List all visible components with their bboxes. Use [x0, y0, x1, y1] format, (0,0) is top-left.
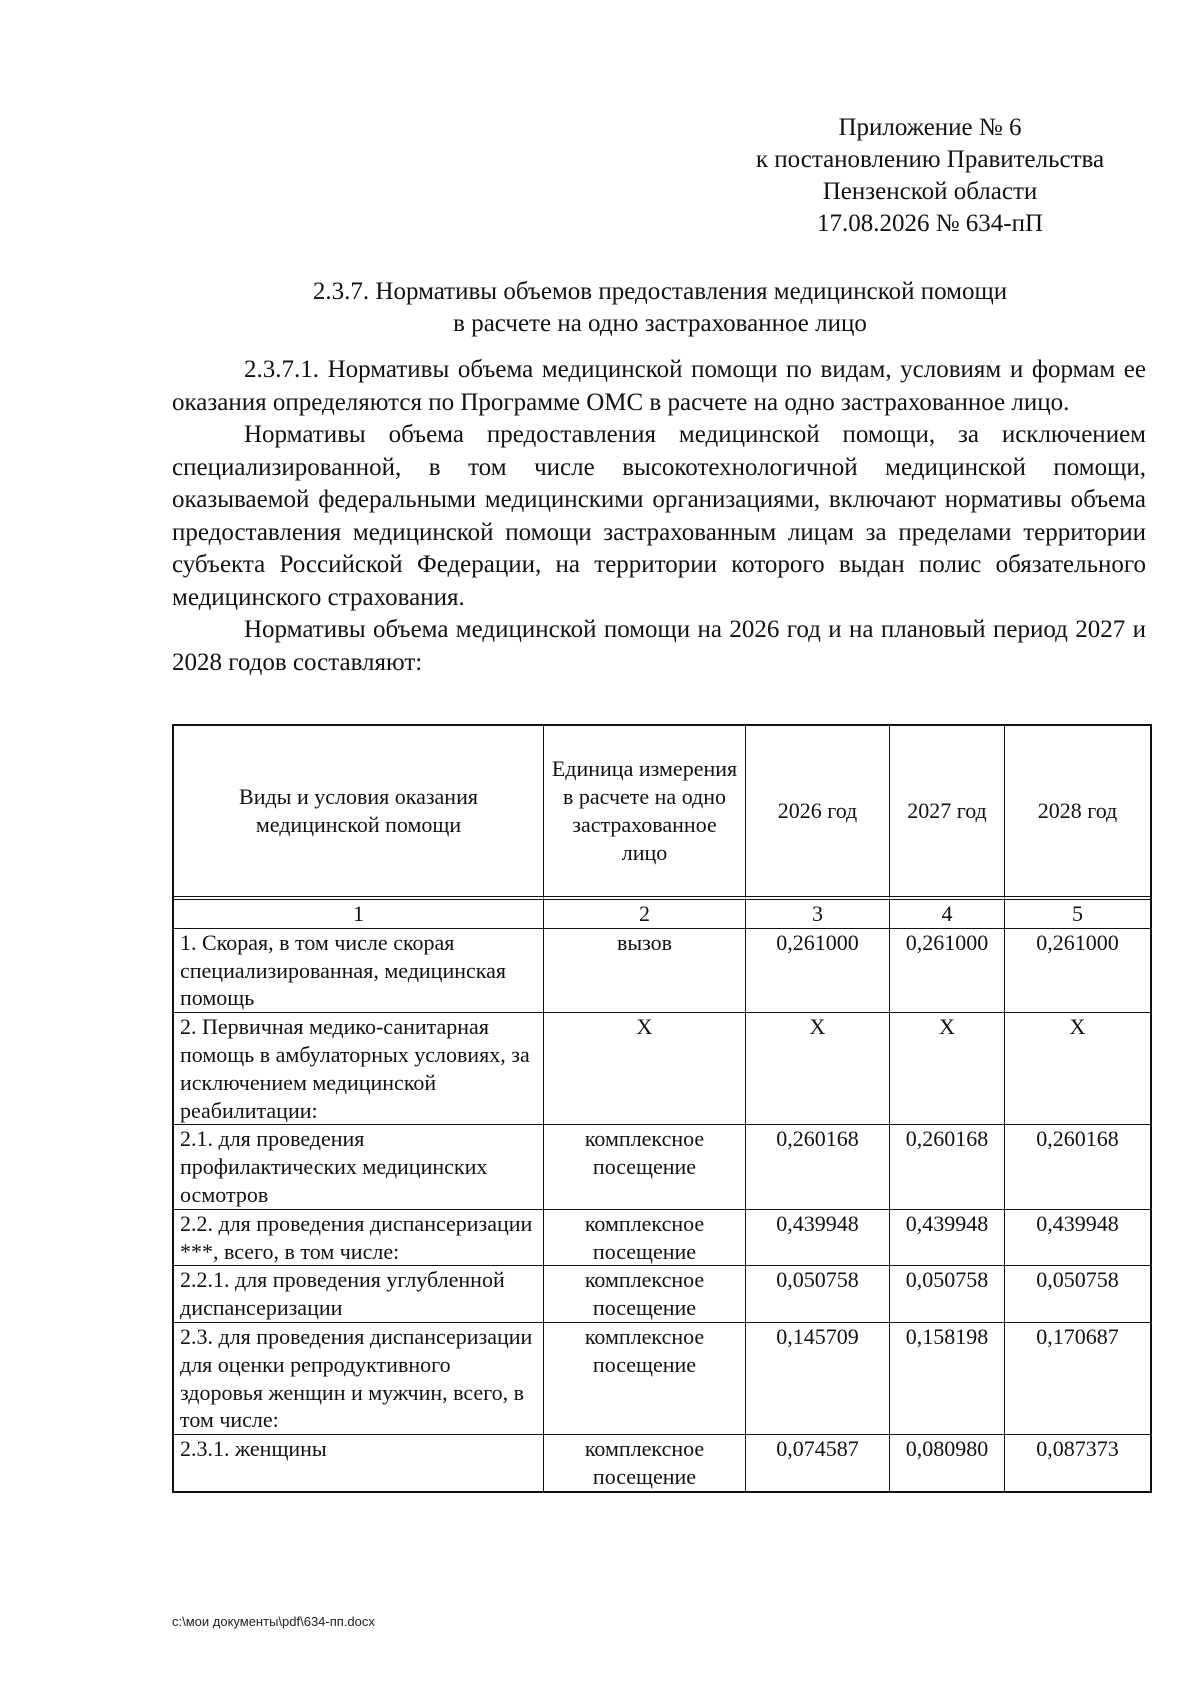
value-cell: 0,261000	[890, 929, 1005, 1013]
appendix-region: Пензенской области	[822, 178, 1038, 205]
row-label-cell: 2.3.1. женщины	[174, 1435, 544, 1491]
table-row	[174, 1435, 1150, 1491]
header-cell: 2026 год	[746, 726, 890, 900]
unit-cell: комплексное посещение	[544, 1210, 746, 1267]
value-cell: 0,261000	[1005, 929, 1150, 1013]
value-cell: 0,260168	[890, 1125, 1005, 1209]
paragraph: Нормативы объема предоставления медицинской помощи, за исключением специализированной, в том числе высокотехнологичной медицинской помощи, оказываемой федеральными медицинскими организациями, включают нормативы объема предоставления медицинской помощи застрахованным лицам за пределами территории субъекта Российской Федерации, на территории которого выдан полис обязательного медицинского страхования.	[172, 421, 1146, 611]
value-cell: 0,170687	[1005, 1323, 1150, 1435]
row-label-cell: 2.3. для проведения диспансеризации для оценки репродуктивного здоровья женщин и мужчин, всего, в том числе:	[174, 1323, 544, 1435]
paragraph: 2.3.7.1. Нормативы объема медицинской помощи по видам, условиям и формам ее оказания определяются по Программе ОМС в расчете на одно застрахованное лицо.	[172, 356, 1146, 416]
table-row	[174, 1323, 1150, 1435]
section-heading-line1: 2.3.7. Нормативы объемов предоставления медицинской помощи	[312, 278, 1008, 305]
table-header-row	[174, 726, 1150, 900]
value-cell: 0,145709	[746, 1323, 890, 1435]
value-cell: Х	[1005, 1013, 1150, 1125]
value-cell: Х	[890, 1013, 1005, 1125]
value-cell: 0,050758	[1005, 1266, 1150, 1323]
header-cell: 2027 год	[890, 726, 1005, 900]
value-cell: 0,260168	[746, 1125, 890, 1209]
section-heading-line2: в расчете на одно застрахованное лицо	[453, 310, 867, 337]
column-number-cell: 1	[174, 900, 544, 929]
column-number-row	[174, 900, 1150, 929]
table-row	[174, 1013, 1150, 1125]
value-cell: 0,260168	[1005, 1125, 1150, 1209]
column-number-cell: 4	[890, 900, 1005, 929]
row-label-cell: 2.2. для проведения диспансеризации ***, всего, в том числе:	[174, 1210, 544, 1267]
row-label-cell: 2. Первичная медико-санитарная помощь в амбулаторных условиях, за исключением медицинской реабилитации:	[174, 1013, 544, 1125]
value-cell: 0,074587	[746, 1435, 890, 1491]
value-cell: 0,261000	[746, 929, 890, 1013]
value-cell: 0,439948	[890, 1210, 1005, 1267]
column-number-cell: 2	[544, 900, 746, 929]
norms-table	[172, 724, 1152, 1493]
paragraph: Нормативы объема медицинской помощи на 2026 год и на плановый период 2027 и 2028 годов составляют:	[172, 616, 1146, 676]
row-label-cell: 2.1. для проведения профилактических медицинских осмотров	[174, 1125, 544, 1209]
file-path-footer: c:\мои документы\pdf\634-пп.docx	[172, 1614, 375, 1629]
value-cell: 0,080980	[890, 1435, 1005, 1491]
value-cell: 0,439948	[746, 1210, 890, 1267]
row-label-cell: 1. Скорая, в том числе скорая специализированная, медицинская помощь	[174, 929, 544, 1013]
appendix-date-number: 17.08.2026 № 634-пП	[816, 210, 1044, 237]
column-number-cell: 3	[746, 900, 890, 929]
column-number-cell: 5	[1005, 900, 1150, 929]
unit-cell: комплексное посещение	[544, 1266, 746, 1323]
unit-cell: вызов	[544, 929, 746, 1013]
value-cell: 0,087373	[1036, 1436, 1119, 1462]
table-row	[174, 1125, 1150, 1209]
unit-cell: комплексное посещение	[544, 1435, 746, 1491]
row-label-cell: 2.2.1. для проведения углубленной диспансеризации	[174, 1266, 544, 1323]
value-cell: Х	[746, 1013, 890, 1125]
header-cell: Единица измерения в расчете на одно застрахованное лицо	[544, 726, 746, 900]
value-cell: 0,158198	[890, 1323, 1005, 1435]
table-row	[174, 1266, 1150, 1323]
header-cell: Виды и условия оказания медицинской помощи	[174, 726, 544, 900]
table-row	[174, 1210, 1150, 1267]
appendix-title: Приложение № 6	[838, 114, 1022, 141]
body-text	[172, 354, 1146, 679]
section-heading	[160, 276, 1160, 340]
header-cell: 2028 год	[1005, 726, 1150, 900]
value-cell: 0,050758	[746, 1266, 890, 1323]
appendix-block	[720, 112, 1140, 240]
value-cell: 0,050758	[890, 1266, 1005, 1323]
appendix-resolution: к постановлению Правительства	[755, 146, 1105, 173]
value-cell: 0,439948	[1005, 1210, 1150, 1267]
unit-cell: комплексное посещение	[544, 1323, 746, 1435]
table-row	[174, 929, 1150, 1013]
unit-cell: комплексное посещение	[544, 1125, 746, 1209]
unit-cell: Х	[544, 1013, 746, 1125]
